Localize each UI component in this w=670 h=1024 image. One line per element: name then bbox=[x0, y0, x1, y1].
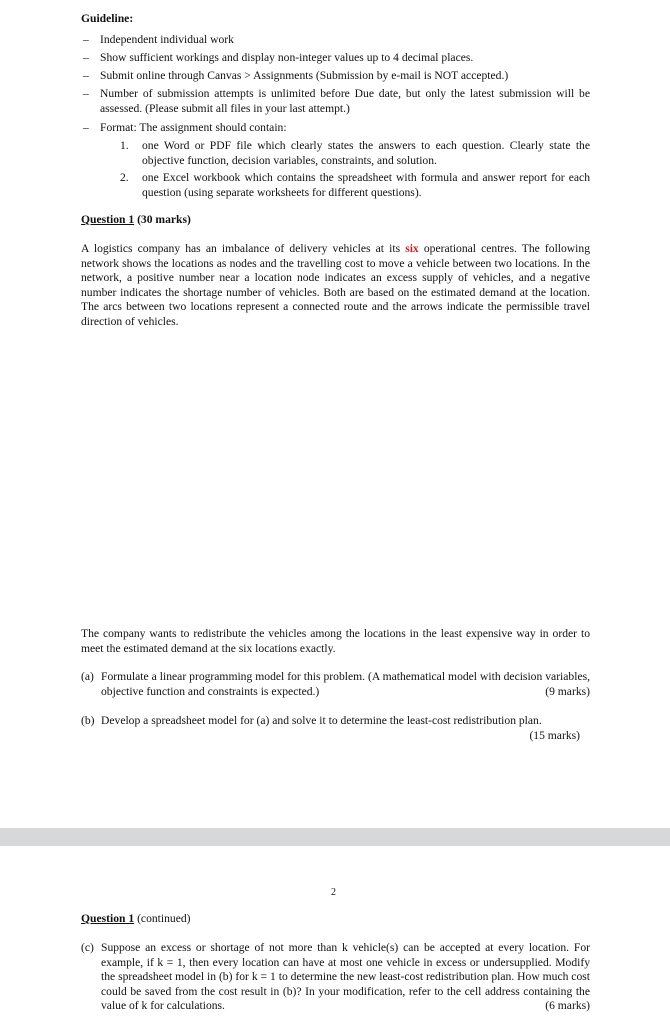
intro-text-2: operational centres. The following network shows the locations as nodes and the travelling cost to move a vehicle between two locations. In the network, a positive number near a location node indicates an excess supply of vehicles, and a negative number indicates the shortage number of vehicles. Both are based on the estimated demand at the location. The arcs between two locations represent a connected route and the arrows indicate the permissible travel direction of vehicles. bbox=[81, 242, 590, 328]
guideline-heading: Guideline: bbox=[81, 12, 134, 25]
guideline-item-3: Submit online through Canvas > Assignments (Submission by e-mail is NOT accepted.) bbox=[100, 69, 509, 82]
question-1-heading bbox=[81, 213, 191, 228]
guideline-item-2: Show sufficient workings and display non-integer values up to 4 decimal places. bbox=[100, 51, 474, 64]
guideline-item-4: Number of submission attempts is unlimited before Due date, but only the latest submission will be assessed. (Please submit all files in your last attempt.) bbox=[100, 87, 590, 115]
format-item-2-text: one Excel workbook which contains the spreadsheet with formula and answer report for each question (using separate worksheets for different questions). bbox=[142, 171, 590, 199]
part-b-label: (b) bbox=[81, 714, 95, 727]
part-b-body: Develop a spreadsheet model for (a) and solve it to determine the least-cost redistribution plan. bbox=[101, 714, 542, 727]
part-a-body: Formulate a linear programming model for this problem. (A mathematical model with decision variables, objective function and constraints is expected.) bbox=[101, 670, 590, 698]
part-c-label: (c) bbox=[81, 941, 94, 954]
after-network-text: The company wants to redistribute the vehicles among the locations in the least expensive way in order to meet the estimated demand at the six locations exactly. bbox=[81, 627, 590, 655]
page-2-title: Question 1 bbox=[81, 912, 135, 925]
part-c-text bbox=[101, 941, 590, 1014]
format-item-2-number: 2. bbox=[120, 171, 129, 184]
intro-highlight: six bbox=[405, 242, 419, 255]
intro-text-1: A logistics company has an imbalance of delivery vehicles at its bbox=[81, 242, 406, 255]
question-1-intro bbox=[81, 242, 590, 329]
bullet-dash: – bbox=[83, 87, 89, 100]
bullet-dash: – bbox=[83, 33, 89, 46]
question-1-marks: (30 marks) bbox=[137, 213, 191, 226]
page-separator bbox=[0, 828, 670, 846]
part-c-marks: (6 marks) bbox=[545, 999, 590, 1012]
page-number: 2 bbox=[331, 887, 336, 898]
part-a-label: (a) bbox=[81, 670, 94, 683]
guideline-item-5: Format: The assignment should contain: bbox=[100, 121, 287, 134]
part-a-marks: (9 marks) bbox=[545, 684, 590, 698]
part-c-body: Suppose an excess or shortage of not more than k vehicle(s) can be accepted at every location. For example, if k = 1, then every location can have at most one vehicle in excess or undersupplied. Modify the spreadsheet model in (b) for k = 1 to determine the new least-cost redistribution plan. How much cost could be saved from the cost result in (b)? In your modification, refer to the cell address containing the value of k for calculations. bbox=[101, 941, 590, 1012]
page-2-heading bbox=[81, 912, 191, 927]
part-b-marks: (15 marks) bbox=[529, 728, 580, 742]
bullet-dash: – bbox=[83, 121, 89, 134]
part-a-text bbox=[101, 670, 590, 699]
format-item-1-text: one Word or PDF file which clearly states the answers to each question. Clearly state the objective function, decision variables, constraints, and solution. bbox=[142, 139, 590, 167]
page-2-continued: (continued) bbox=[137, 912, 191, 925]
page-2 bbox=[0, 846, 670, 1024]
question-1-title: Question 1 bbox=[81, 213, 135, 226]
bullet-dash: – bbox=[83, 69, 89, 82]
part-b-text bbox=[101, 714, 590, 743]
guideline-item-1: Independent individual work bbox=[100, 33, 234, 46]
network-diagram bbox=[0, 340, 670, 610]
bullet-dash: – bbox=[83, 51, 89, 64]
format-item-1-number: 1. bbox=[120, 139, 129, 152]
